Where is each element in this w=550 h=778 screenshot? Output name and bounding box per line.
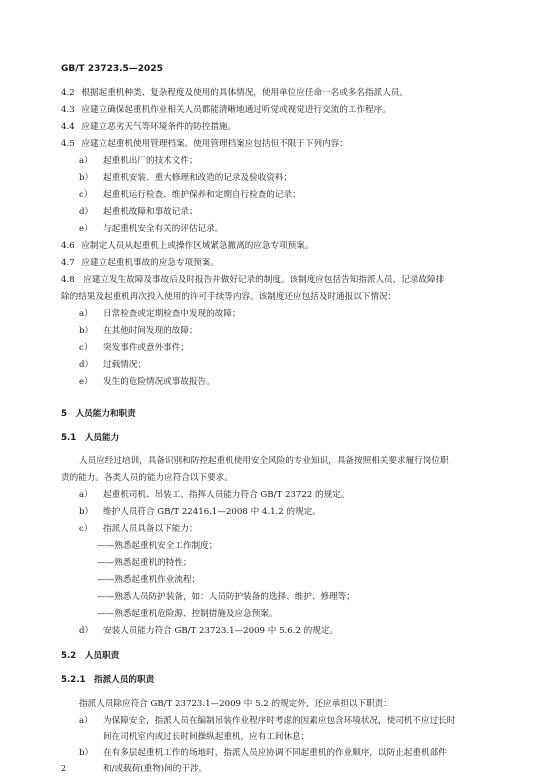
clause-number: 4.2 (61, 88, 75, 98)
list-item (79, 342, 92, 354)
list-item (79, 376, 93, 388)
list-item (79, 747, 93, 759)
list-key: b） (79, 173, 94, 183)
list-key: e） (79, 224, 93, 234)
clause-text: 应建立确保起重机作业相关人员都能清晰地通过听觉或视觉进行交流的工作程序。 (81, 105, 391, 115)
clause-number: 4.5 (61, 139, 75, 149)
list-item (79, 359, 93, 371)
list-item (79, 223, 93, 235)
list-key: b） (79, 326, 94, 336)
dash-item: ——熟悉人员防护装备，如：人员防护装备的选择、维护、修理等； (97, 592, 355, 602)
list-item-text-cont: 和/或载荷(重物)间的干涉。 (103, 764, 208, 774)
dash-item: ——熟悉起重机的特性； (97, 558, 192, 568)
list-item-text: 起重机故障和事故记录； (103, 207, 198, 217)
list-key: c） (79, 343, 93, 353)
list-item-text: 在有多层起重机工作的场地时，指派人员应协调不同起重机的作业顺序，以防止起重机部件 (103, 748, 447, 758)
list-item-text: 在其他时间发现的故障； (103, 326, 198, 336)
section-5-1-heading: 5.1 人员能力 (61, 433, 120, 443)
clause-text: 应建立起重机事故的应急专项预案。 (81, 258, 219, 268)
list-item (79, 715, 93, 727)
section-5-heading: 5 人员能力和职责 (61, 409, 136, 419)
list-item (79, 172, 93, 184)
list-item-text: 起重机出厂的技术文件； (103, 156, 198, 166)
list-item-text: 起重机司机、吊装工、指挥人员能力符合 GB/T 23722 的规定。 (103, 490, 350, 500)
list-item-text: 日常检查或定期检查中发现的故障； (103, 309, 241, 319)
clause-4-8-line1: 4.8 应建立发生故障及事故后及时报告并做好记录的制度。该制度应包括告知指派人员，记录故障排 (61, 275, 445, 285)
paragraph-line: 人员应经过培训，具备识别和防控起重机使用安全风险的专业知识，具备按照相关要求履行岗位职 (79, 456, 449, 466)
clause-number: 4.7 (61, 258, 75, 268)
section-5-2-1-heading: 5.2.1 指派人员的职责 (61, 675, 155, 685)
list-key: d） (79, 360, 94, 370)
clause-text: 应建立起重机使用管理档案。使用管理档案应包括但不限于下列内容： (81, 139, 348, 149)
clause-4-6 (61, 240, 313, 252)
clause-text: 应建立恶劣天气等环境条件的防控措施。 (81, 122, 237, 132)
list-key: a） (79, 309, 93, 319)
clause-number: 4.3 (61, 105, 75, 115)
list-item (79, 506, 93, 518)
list-item (79, 489, 93, 501)
list-key: a） (79, 156, 93, 166)
clause-number: 4.6 (61, 241, 75, 251)
page-number: 2 (61, 764, 67, 773)
list-item-text: 指派人员具备以下能力： (103, 524, 198, 534)
list-item-text: 为保障安全，指派人员在编制吊装作业程序时考虑的因素应包含环境状况，使司机不应过长时 (103, 716, 456, 726)
list-item-text-cont: 间在司机室内或过长时间操纵起重机，应有工间休息； (103, 732, 310, 742)
list-key: b） (79, 748, 94, 758)
list-item-text: 维护人员符合 GB/T 22416.1—2008 中 4.1.2 的规定。 (103, 507, 321, 517)
list-key: d） (79, 207, 94, 217)
list-item (79, 189, 92, 201)
list-item (79, 308, 93, 320)
list-item-text: 起重机安装、重大修理和改造的记录及验收资料； (103, 173, 293, 183)
list-item (79, 206, 93, 218)
document-header: GB/T 23723.5—2025 (61, 64, 163, 74)
list-key: d） (79, 626, 94, 636)
dash-item: ——熟悉起重机作业流程； (97, 575, 201, 585)
dash-item: ——熟悉起重机危险源、控制措施及应急预案。 (97, 609, 278, 619)
clause-number: 4.4 (61, 122, 75, 132)
list-item-text: 起重机运行检查、维护保养和定期自行检查的记录； (103, 190, 301, 200)
list-key: a） (79, 490, 93, 500)
paragraph-line: 责的能力。各类人员的能力应符合以下要求。 (61, 473, 233, 483)
list-item (79, 155, 93, 167)
clause-4-2 (61, 87, 408, 99)
clause-text: 根据起重机种类、复杂程度及使用的具体情况，使用单位应任命一名或多名指派人员。 (81, 88, 408, 98)
list-item-text: 与起重机安全有关的评估记录。 (103, 224, 224, 234)
clause-4-5 (61, 138, 348, 150)
list-item-text: 发生的危险情况或事故报告。 (103, 377, 215, 387)
clause-4-4 (61, 121, 236, 133)
list-key: b） (79, 507, 94, 517)
list-item (79, 625, 93, 637)
clause-4-7 (61, 257, 219, 269)
list-item-text: 过载情况； (103, 360, 146, 370)
list-key: e） (79, 377, 93, 387)
list-key: c） (79, 524, 93, 534)
section-5-2-heading: 5.2 人员职责 (61, 651, 120, 661)
dash-item: ——熟悉起重机安全工作制度； (97, 541, 218, 551)
list-item (79, 523, 92, 535)
clause-4-3 (61, 104, 391, 116)
clause-4-8-line2: 除的结果及起重机再次投入使用的许可手续等内容。该制度还应包括及时通报以下情况： (61, 292, 397, 302)
list-item-text: 突发事件或意外事件； (103, 343, 189, 353)
list-key: a） (79, 716, 93, 726)
paragraph-line: 指派人员除应符合 GB/T 23723.1—2009 中 5.2 的规定外，还应承担以下职责： (79, 699, 392, 709)
list-item (79, 325, 93, 337)
list-key: c） (79, 190, 93, 200)
list-item-text: 安装人员能力符合 GB/T 23723.1—2009 中 5.6.2 的规定。 (103, 626, 339, 636)
clause-text: 应制定人员从起重机上或操作区域紧急撤离的应急专项预案。 (81, 241, 314, 251)
